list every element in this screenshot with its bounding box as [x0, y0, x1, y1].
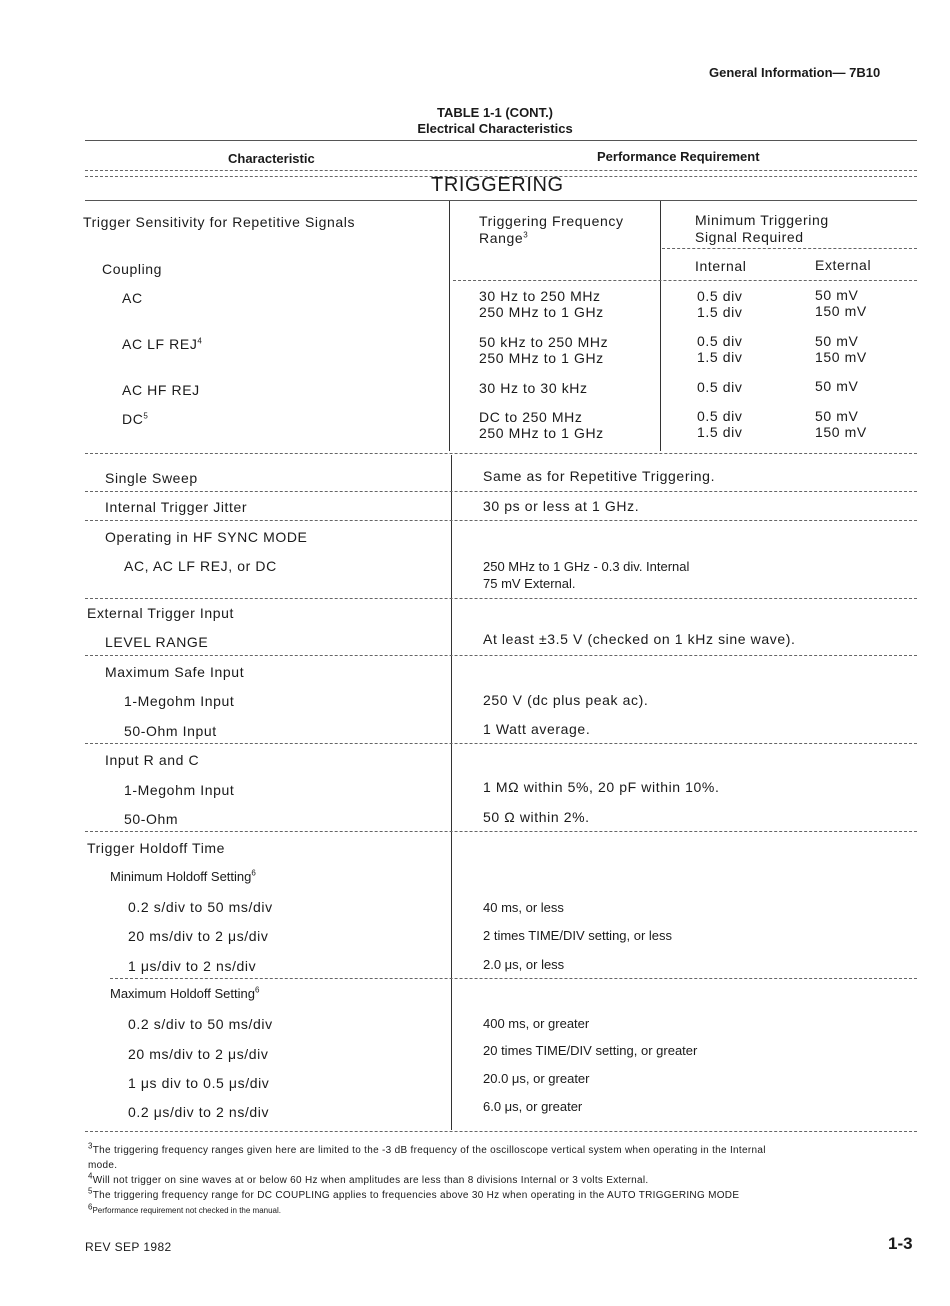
internal-value: 1.5 div [697, 424, 743, 440]
freq-value: 50 kHz to 250 MHz [479, 334, 609, 350]
holdoff-range: 20 ms/div to 2 μs/div [128, 928, 269, 944]
level-range-label: LEVEL RANGE [105, 634, 209, 650]
internal-value: 1.5 div [697, 349, 743, 365]
holdoff-value: 20 times TIME/DIV setting, or greater [483, 1043, 698, 1058]
input-rc-meg-label: 1-Megohm Input [124, 782, 235, 798]
external-label: External [815, 257, 872, 273]
rule [85, 453, 917, 454]
column-divider [449, 201, 450, 451]
single-sweep-value: Same as for Repetitive Triggering. [483, 468, 716, 484]
holdoff-value: 6.0 μs, or greater [483, 1099, 583, 1114]
level-range-value: At least ±3.5 V (checked on 1 kHz sine wave). [483, 631, 796, 647]
page-header: General Information— 7B10 [709, 65, 881, 80]
rule [85, 176, 917, 177]
trigger-sensitivity-label: Trigger Sensitivity for Repetitive Signals [83, 214, 356, 230]
internal-value: 0.5 div [697, 288, 743, 304]
footnote-4: $^4$Will not trigger on sine waves at or below 60 Hz when amplitudes are less than 8 divisions Internal or 3 volts External. [88, 1171, 649, 1186]
rule [85, 140, 917, 141]
footnote-3: $^3$The triggering frequency ranges given here are limited to the -3 dB frequency of the oscilloscope vertical system when operating in the Internal [88, 1141, 766, 1156]
rule [110, 978, 917, 979]
external-value: 150 mV [815, 303, 867, 319]
rule [85, 743, 917, 744]
holdoff-value: 2 times TIME/DIV setting, or less [483, 928, 673, 943]
freq-value: 250 MHz to 1 GHz [479, 350, 604, 366]
rule [85, 831, 917, 832]
max-safe-label: Maximum Safe Input [105, 664, 245, 680]
holdoff-range: 0.2 μs/div to 2 ns/div [128, 1104, 270, 1120]
jitter-label: Internal Trigger Jitter [105, 499, 248, 515]
input-rc-label: Input R and C [105, 752, 200, 768]
footnote-5: $^5$The triggering frequency range for DC COUPLING applies to frequencies above 30 Hz when operating in the AUTO TRIGGERING MODE [88, 1186, 740, 1201]
internal-value: 0.5 div [697, 408, 743, 424]
rule [85, 170, 917, 171]
holdoff-value: 20.0 μs, or greater [483, 1071, 590, 1086]
column-divider [451, 455, 452, 1130]
max-safe-ohm-label: 50-Ohm Input [124, 723, 217, 739]
external-value: 50 mV [815, 408, 859, 424]
internal-value: 0.5 div [697, 379, 743, 395]
coupling-ac: AC [122, 290, 143, 306]
internal-value: 0.5 div [697, 333, 743, 349]
rule [85, 655, 917, 656]
table-title: TABLE 1-1 (CONT.) [436, 105, 554, 120]
max-safe-ohm-value: 1 Watt average. [483, 721, 591, 737]
input-rc-ohm-label: 50-Ohm [124, 811, 179, 827]
rule [85, 598, 917, 599]
page-number: 1-3 [888, 1234, 913, 1253]
hf-sync-value-1: 250 MHz to 1 GHz - 0.3 div. Internal [483, 559, 690, 574]
coupling-dc: $DC^5$ [122, 411, 149, 427]
external-value: 150 mV [815, 424, 867, 440]
external-value: 50 mV [815, 333, 859, 349]
min-trig-label-2: Signal Required [695, 229, 804, 245]
rule [662, 248, 917, 249]
single-sweep-label: Single Sweep [105, 470, 198, 486]
section-title: TRIGGERING [431, 174, 564, 196]
coupling-label: Coupling [102, 261, 163, 277]
internal-value: 1.5 div [697, 304, 743, 320]
max-safe-meg-value: 250 V (dc plus peak ac). [483, 692, 649, 708]
freq-value: 30 Hz to 30 kHz [479, 380, 588, 396]
holdoff-range: 0.2 s/div to 50 ms/div [128, 1016, 273, 1032]
rule [85, 200, 917, 201]
rule [85, 491, 917, 492]
jitter-value: 30 ps or less at 1 GHz. [483, 498, 640, 514]
holdoff-value: 400 ms, or greater [483, 1016, 590, 1031]
min-holdoff-label: Minimum Holdoff Setting$^6$ [110, 868, 256, 884]
rule [453, 280, 917, 281]
table-subtitle: Electrical Characteristics [417, 121, 573, 136]
freq-value: 250 MHz to 1 GHz [479, 304, 604, 320]
freq-range-label-1: Triggering Frequency [479, 213, 624, 229]
footnote-3-cont: mode. [88, 1160, 118, 1171]
col-performance: Performance Requirement [597, 149, 760, 164]
coupling-ac-lf-rej: AC LF REJ$^4$ [122, 336, 203, 352]
hf-sync-label: Operating in HF SYNC MODE [105, 529, 308, 545]
holdoff-range: 20 ms/div to 2 μs/div [128, 1046, 269, 1062]
input-rc-meg-value: 1 MΩ within 5%, 20 pF within 10%. [483, 779, 720, 795]
holdoff-range: 1 μs div to 0.5 μs/div [128, 1075, 270, 1091]
freq-range-label-2: Range$^3$ [479, 230, 529, 246]
holdoff-value: 40 ms, or less [483, 900, 564, 915]
external-value: 50 mV [815, 287, 859, 303]
holdoff-range: 1 μs/div to 2 ns/div [128, 958, 257, 974]
ext-input-label: External Trigger Input [87, 605, 235, 621]
holdoff-range: 0.2 s/div to 50 ms/div [128, 899, 273, 915]
footnote-6: $^6$Performance requirement not checked in the manual. [88, 1202, 281, 1215]
min-trig-label-1: Minimum Triggering [695, 212, 829, 228]
input-rc-ohm-value: 50 Ω within 2%. [483, 809, 590, 825]
rule [85, 520, 917, 521]
hf-sync-value-2: 75 mV External. [483, 576, 576, 591]
freq-value: 250 MHz to 1 GHz [479, 425, 604, 441]
freq-value: DC to 250 MHz [479, 409, 583, 425]
holdoff-label: Trigger Holdoff Time [87, 840, 226, 856]
freq-value: 30 Hz to 250 MHz [479, 288, 601, 304]
holdoff-value: 2.0 μs, or less [483, 957, 565, 972]
rule [85, 1131, 917, 1132]
external-value: 50 mV [815, 378, 859, 394]
max-holdoff-label: Maximum Holdoff Setting$^6$ [110, 985, 260, 1001]
revision-date: REV SEP 1982 [85, 1240, 172, 1254]
column-divider [660, 201, 661, 451]
coupling-ac-hf-rej: AC HF REJ [122, 382, 200, 398]
col-characteristic: Characteristic [228, 151, 315, 166]
hf-sync-sub: AC, AC LF REJ, or DC [124, 558, 277, 574]
max-safe-meg-label: 1-Megohm Input [124, 693, 235, 709]
internal-label: Internal [695, 258, 747, 274]
external-value: 150 mV [815, 349, 867, 365]
